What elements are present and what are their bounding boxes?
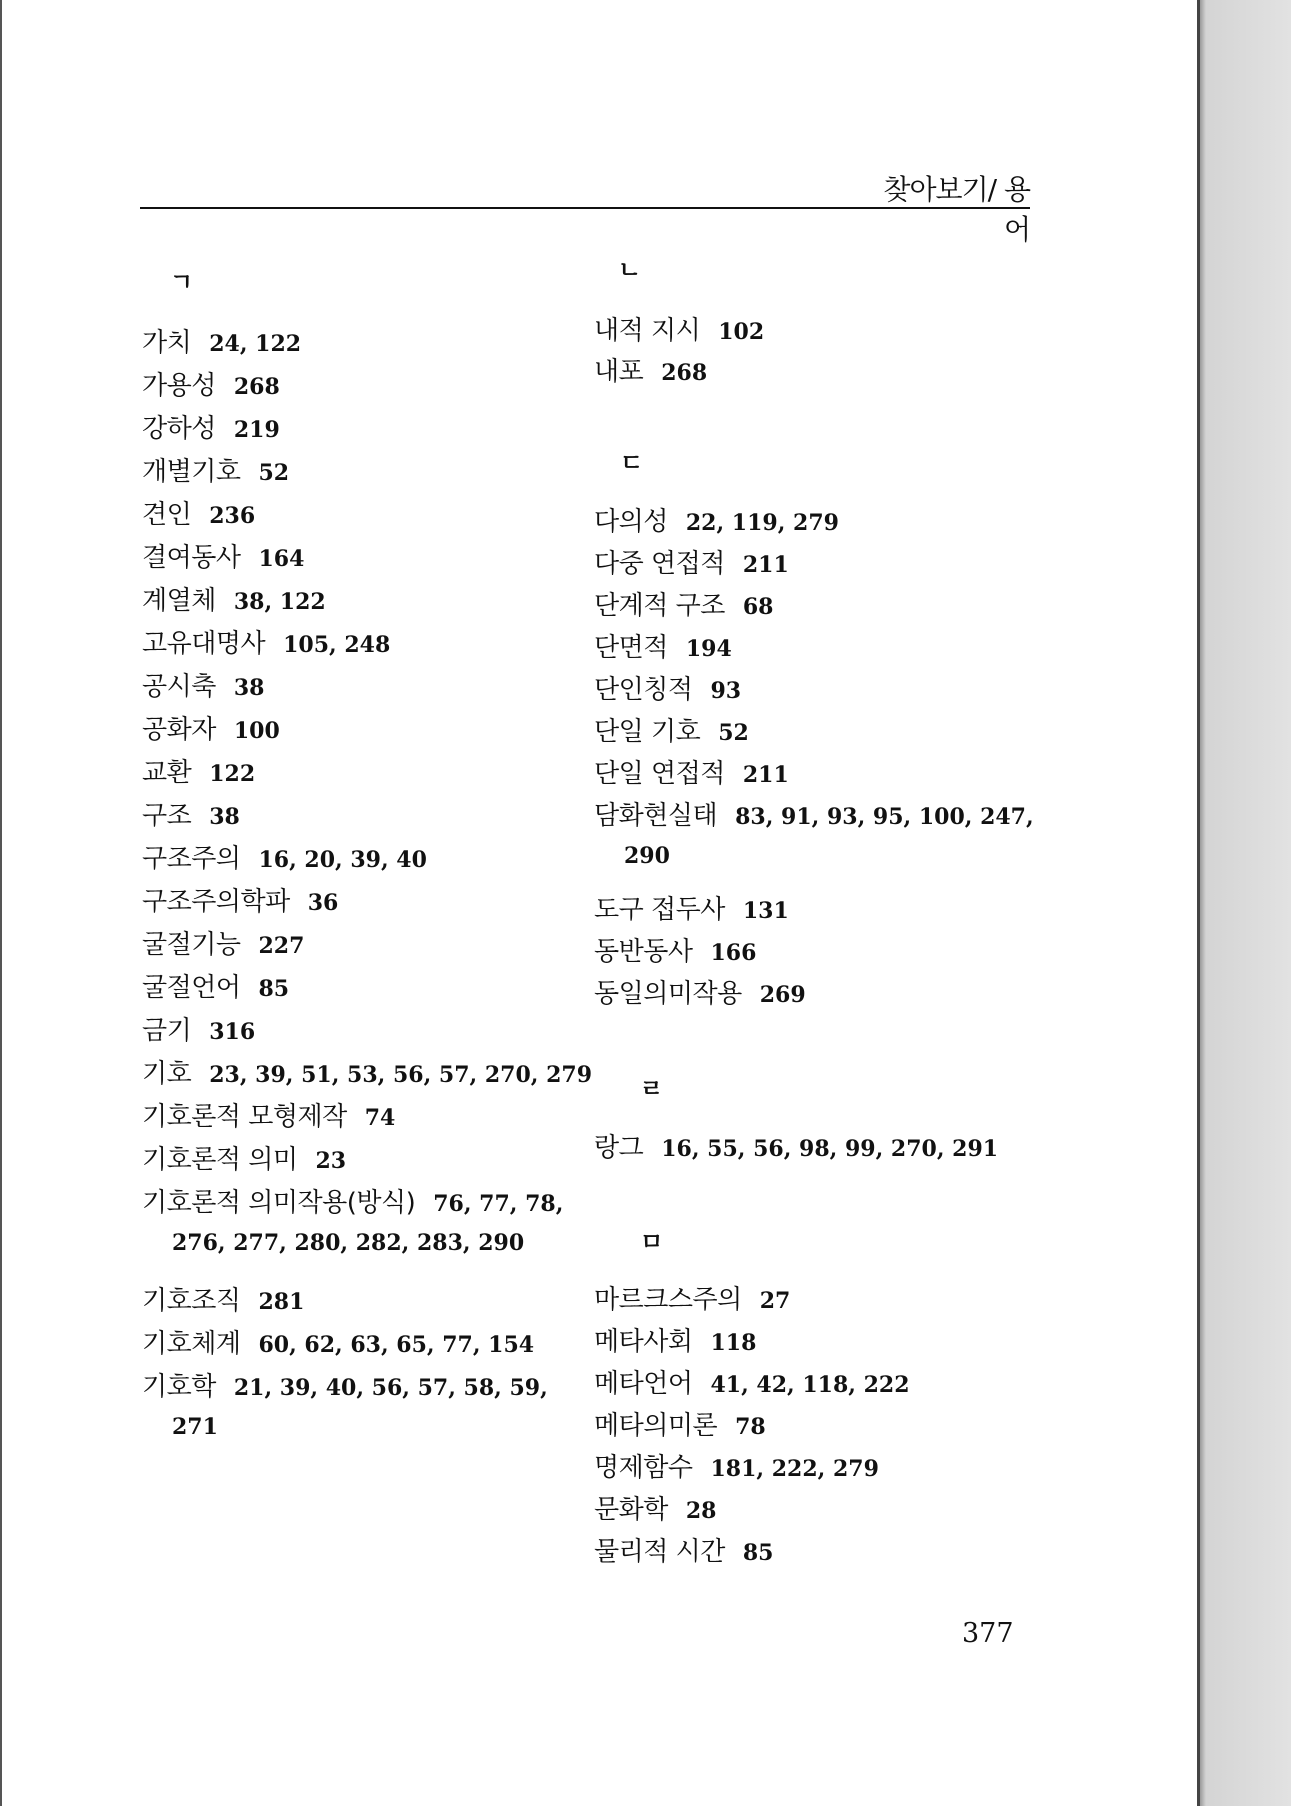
page-refs: 268 <box>661 360 708 386</box>
index-entry <box>142 1182 592 1261</box>
index-term: 마르크스주의 <box>594 1285 742 1315</box>
index-entry <box>142 494 592 537</box>
page-refs: 219 <box>233 417 280 443</box>
page-refs: 27 <box>759 1288 791 1314</box>
page-refs: 41, 42, 118, 222 <box>710 1372 910 1398</box>
running-head: 찾아보기/ 용어 <box>883 173 1030 246</box>
page-refs: 52 <box>718 720 749 746</box>
index-term: 다의성 <box>594 507 668 537</box>
index-term: 동반동사 <box>594 937 693 967</box>
page-refs: 85 <box>258 976 290 1002</box>
page-refs: 28 <box>685 1498 717 1524</box>
index-entry <box>594 1363 1064 1406</box>
index-entry <box>594 1447 1064 1490</box>
index-term: 공시축 <box>142 672 216 702</box>
page-refs: 236 <box>209 503 256 529</box>
index-term: 내적 지시 <box>594 316 701 346</box>
page-refs: 102 <box>718 319 765 345</box>
index-entry <box>594 1321 1064 1364</box>
index-entry <box>142 322 592 365</box>
page-refs: 211 <box>742 762 789 788</box>
index-term: 동일의미작용 <box>594 979 742 1009</box>
index-entry <box>142 924 592 967</box>
page-refs: 24, 122 <box>209 331 302 357</box>
page-refs: 166 <box>710 940 757 966</box>
header-rule <box>140 207 1030 209</box>
page-refs: 194 <box>685 636 732 662</box>
index-entry <box>142 709 592 752</box>
page-refs: 181, 222, 279 <box>710 1456 879 1482</box>
page-refs: 52 <box>258 460 290 486</box>
index-entry <box>142 881 592 924</box>
index-term: 견인 <box>142 500 192 530</box>
index-entry <box>142 1139 592 1182</box>
page-refs: 105, 248 <box>283 632 391 658</box>
page-refs: 281 <box>258 1289 305 1315</box>
page-refs: 76, 77, 78, <box>433 1191 564 1217</box>
section-head-nieun: ㄴ <box>618 256 642 284</box>
page-refs: 211 <box>742 552 789 578</box>
index-term: 굴절언어 <box>142 973 241 1003</box>
index-entry <box>594 1531 1064 1574</box>
index-term: 굴절기능 <box>142 930 241 960</box>
index-entry <box>142 408 592 451</box>
page-refs: 68 <box>742 594 774 620</box>
index-term: 기호체계 <box>142 1329 241 1359</box>
section-head-giyeok: ㄱ <box>170 268 194 296</box>
index-term: 강하성 <box>142 414 216 444</box>
index-entry <box>142 1323 592 1366</box>
index-term: 단인칭적 <box>594 675 693 705</box>
index-term: 결여동사 <box>142 543 241 573</box>
page-refs: 131 <box>742 898 789 924</box>
index-entry <box>594 711 1064 754</box>
index-entry <box>594 931 1064 974</box>
index-term: 단일 기호 <box>594 717 701 747</box>
index-entry <box>594 1405 1064 1448</box>
section-head-digeut: ㄷ <box>620 449 644 477</box>
page-refs: 118 <box>710 1330 757 1356</box>
index-term: 기호 <box>142 1059 192 1089</box>
index-entry <box>594 1279 1064 1322</box>
index-term: 구조 <box>142 801 192 831</box>
index-term: 계열체 <box>142 586 216 616</box>
index-term: 금기 <box>142 1016 192 1046</box>
index-term: 다중 연접적 <box>594 549 725 579</box>
index-term: 문화학 <box>594 1495 668 1525</box>
index-term: 기호학 <box>142 1372 216 1402</box>
page-refs: 16, 20, 39, 40 <box>258 847 427 873</box>
index-entry <box>142 1096 592 1139</box>
page-refs: 269 <box>759 982 806 1008</box>
page-refs: 85 <box>742 1540 774 1566</box>
index-term: 단일 연접적 <box>594 759 725 789</box>
index-term: 메타사회 <box>594 1327 693 1357</box>
page-refs: 21, 39, 40, 56, 57, 58, 59, <box>233 1375 548 1401</box>
page-refs: 60, 62, 63, 65, 77, 154 <box>258 1332 535 1358</box>
index-entry <box>142 451 592 494</box>
index-entry <box>142 537 592 580</box>
page-refs: 227 <box>258 933 305 959</box>
index-entry <box>594 543 1064 586</box>
index-entry <box>594 753 1064 796</box>
index-term: 담화현실태 <box>594 801 718 831</box>
index-entry <box>594 669 1064 712</box>
section-head-rieul: ㄹ <box>640 1075 664 1103</box>
index-term: 랑그 <box>594 1133 644 1163</box>
page-refs: 16, 55, 56, 98, 99, 270, 291 <box>661 1136 999 1162</box>
page-refs: 164 <box>258 546 305 572</box>
index-term: 구조주의학파 <box>142 887 290 917</box>
index-entry <box>594 627 1064 670</box>
page-refs-continued: 276, 277, 280, 282, 283, 290 <box>172 1230 525 1256</box>
index-term: 메타언어 <box>594 1369 693 1399</box>
page-refs: 23 <box>315 1148 347 1174</box>
page-refs: 22, 119, 279 <box>685 510 839 536</box>
index-term: 도구 접두사 <box>594 895 725 925</box>
index-entry <box>142 967 592 1010</box>
index-entry <box>594 795 1064 874</box>
index-term: 공화자 <box>142 715 216 745</box>
index-term: 메타의미론 <box>594 1411 718 1441</box>
index-entry <box>142 838 592 881</box>
index-term: 기호조직 <box>142 1286 241 1316</box>
index-entry <box>142 752 592 795</box>
index-term: 내포 <box>594 357 644 387</box>
index-term: 물리적 시간 <box>594 1537 725 1567</box>
page-refs: 78 <box>735 1414 766 1440</box>
page-refs: 23, 39, 51, 53, 56, 57, 270, 279 <box>209 1062 592 1088</box>
index-entry <box>142 1010 592 1053</box>
page-refs: 122 <box>209 761 256 787</box>
index-term: 단계적 구조 <box>594 591 725 621</box>
page-refs: 74 <box>364 1105 396 1131</box>
index-entry <box>142 666 592 709</box>
index-term: 교환 <box>142 758 192 788</box>
index-entry <box>142 580 592 623</box>
page-refs: 83, 91, 93, 95, 100, 247, <box>735 804 1034 830</box>
index-entry <box>142 623 592 666</box>
index-entry <box>142 1366 592 1445</box>
page-refs: 93 <box>710 678 742 704</box>
page-number: 377 <box>962 1618 1014 1649</box>
index-entry <box>594 351 1064 394</box>
page-refs: 316 <box>209 1019 256 1045</box>
index-term: 구조주의 <box>142 844 241 874</box>
index-entry <box>594 501 1064 544</box>
page-refs: 38 <box>233 675 265 701</box>
page-refs: 38 <box>209 804 240 830</box>
index-entry <box>594 1489 1064 1532</box>
index-term: 단면적 <box>594 633 668 663</box>
index-term: 가용성 <box>142 371 216 401</box>
page-refs: 100 <box>233 718 280 744</box>
page-refs-continued: 271 <box>172 1414 218 1440</box>
index-term: 고유대명사 <box>142 629 266 659</box>
index-entry <box>594 1127 1064 1170</box>
index-term: 가치 <box>142 328 192 358</box>
page-refs: 268 <box>233 374 280 400</box>
index-entry <box>594 585 1064 628</box>
index-term: 개별기호 <box>142 457 241 487</box>
index-entry <box>594 889 1064 932</box>
index-entry <box>594 973 1064 1016</box>
index-entry <box>594 310 1064 353</box>
scan-margin <box>1200 0 1291 1806</box>
page-refs-continued: 290 <box>624 843 670 869</box>
index-entry <box>142 795 592 838</box>
index-term: 명제함수 <box>594 1453 693 1483</box>
index-entry <box>142 1280 592 1323</box>
section-head-mieum: ㅁ <box>640 1228 664 1256</box>
index-entry <box>142 365 592 408</box>
page-refs: 38, 122 <box>233 589 326 615</box>
index-term: 기호론적 의미 <box>142 1145 298 1175</box>
index-term: 기호론적 모형제작 <box>142 1102 347 1132</box>
page-refs: 36 <box>307 890 339 916</box>
index-term: 기호론적 의미작용(방식) <box>142 1188 416 1218</box>
index-entry <box>142 1053 592 1096</box>
